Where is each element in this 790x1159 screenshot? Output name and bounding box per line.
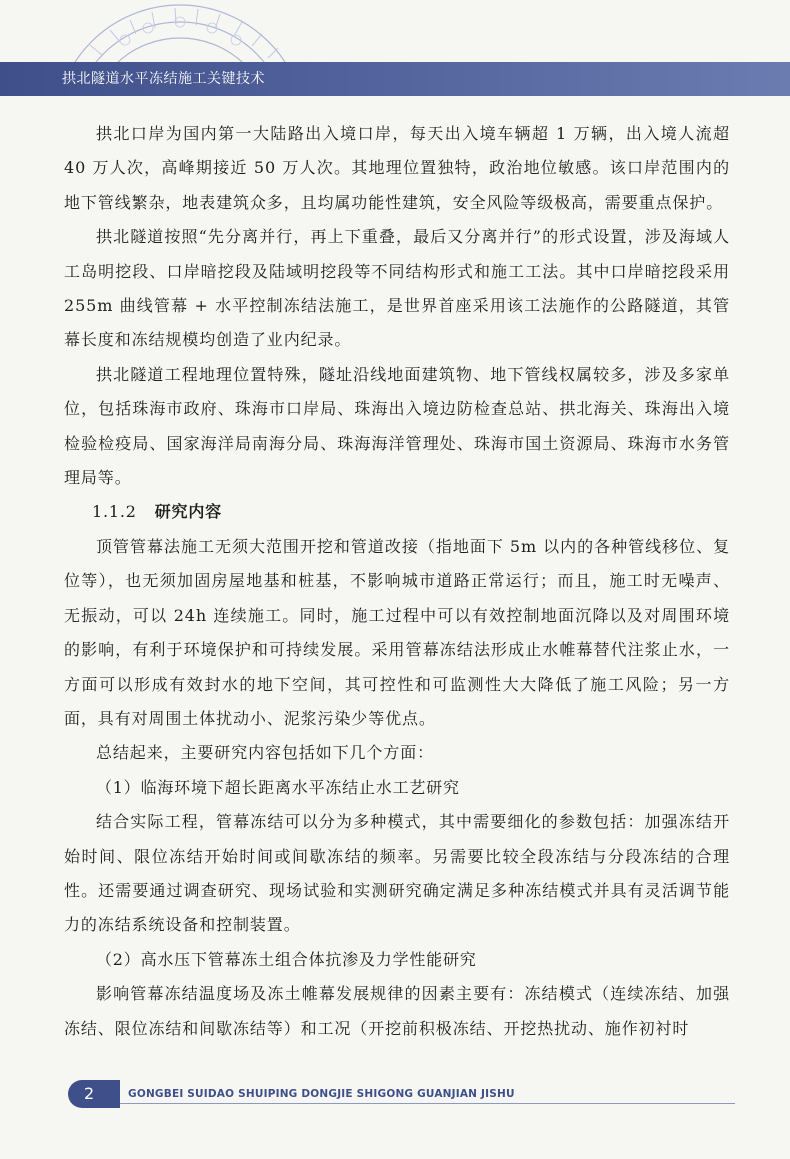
- paragraph-7: 影响管幕冻结温度场及冻土帷幕发展规律的因素主要有：冻结模式（连续冻结、加强冻结、限位冻结和间歇冻结等）和工况（开挖前积极冻结、开挖热扰动、施作初衬时: [64, 984, 730, 1038]
- section-number: 1.1.2: [92, 502, 137, 522]
- paragraph-4: 顶管管幕法施工无须大范围开挖和管道改接（指地面下 5m 以内的各种管线移位、复位等），也无须加固房屋地基和桩基，不影响城市道路正常运行；而且，施工时无噪声、无振动，可以 24h 连续施工。同时，施工过程中可以有效控制地面沉降以及对周围环境的影响，有利于环境保护和可持续发展。采用管幕冻结法形成止水帷幕替代注浆止水，一方面可以形成有效封水的地下空间，其可控性和可监测性大大降低了施工风险；另一方面，具有对周围土体扰动小、泥浆污染少等优点。: [64, 536, 730, 728]
- paragraph-6: 结合实际工程，管幕冻结可以分为多种模式，其中需要细化的参数包括：加强冻结开始时间、限位冻结开始时间或间歇冻结的频率。另需要比较全段冻结与分段冻结的合理性。还需要通过调查研究、现场试验和实测研究确定满足多种冻结模式并具有灵活调节能力的冻结系统设备和控制装置。: [64, 812, 730, 935]
- subheading-1: （1）临海环境下超长距离水平冻结止水工艺研究: [96, 777, 460, 797]
- running-header-title: 拱北隧道水平冻结施工关键技术: [62, 71, 265, 87]
- subheading-2: （2）高水压下管幕冻土组合体抗渗及力学性能研究: [96, 949, 477, 969]
- paragraph-5: 总结起来，主要研究内容包括如下几个方面：: [96, 743, 435, 763]
- running-footer-title: GONGBEI SUIDAO SHUIPING DONGJIE SHIGONG GUANJIAN JISHU: [128, 1088, 515, 1100]
- page-number: 2: [84, 1084, 95, 1103]
- paragraph-2: 拱北隧道按照“先分离并行，再上下重叠，最后又分离并行”的形式设置，涉及海域人工岛明挖段、口岸暗挖段及陆域明挖段等不同结构形式和施工工法。其中口岸暗挖段采用 255m 曲线管幕 + 水平控制冻结法施工，是世界首座采用该工法施作的公路隧道，其管幕长度和冻结规模均创造了业内纪录。: [64, 227, 730, 350]
- paragraph-1: 拱北口岸为国内第一大陆路出入境口岸，每天出入境车辆超 1 万辆，出入境人流超 40 万人次，高峰期接近 50 万人次。其地理位置独特，政治地位敏感。该口岸范围内的地下管线繁杂，地表建筑众多，且均属功能性建筑，安全风险等级极高，需要重点保护。: [64, 124, 730, 212]
- section-heading: [64, 495, 730, 529]
- section-title: 研究内容: [154, 502, 222, 522]
- header-ornament: [30, 0, 330, 68]
- paragraph-3: 拱北隧道工程地理位置特殊，隧址沿线地面建筑物、地下管线权属较多，涉及多家单位，包括珠海市政府、珠海市口岸局、珠海出入境边防检查总站、拱北海关、珠海出入境检验检疫局、国家海洋局南海分局、珠海海洋管理处、珠海市国土资源局、珠海市水务管理局等。: [64, 364, 730, 488]
- footer-rule: [120, 1103, 735, 1104]
- running-header-band: [0, 62, 790, 96]
- tunnel-ring-ornament: [30, 0, 330, 68]
- page-body: [64, 117, 730, 1046]
